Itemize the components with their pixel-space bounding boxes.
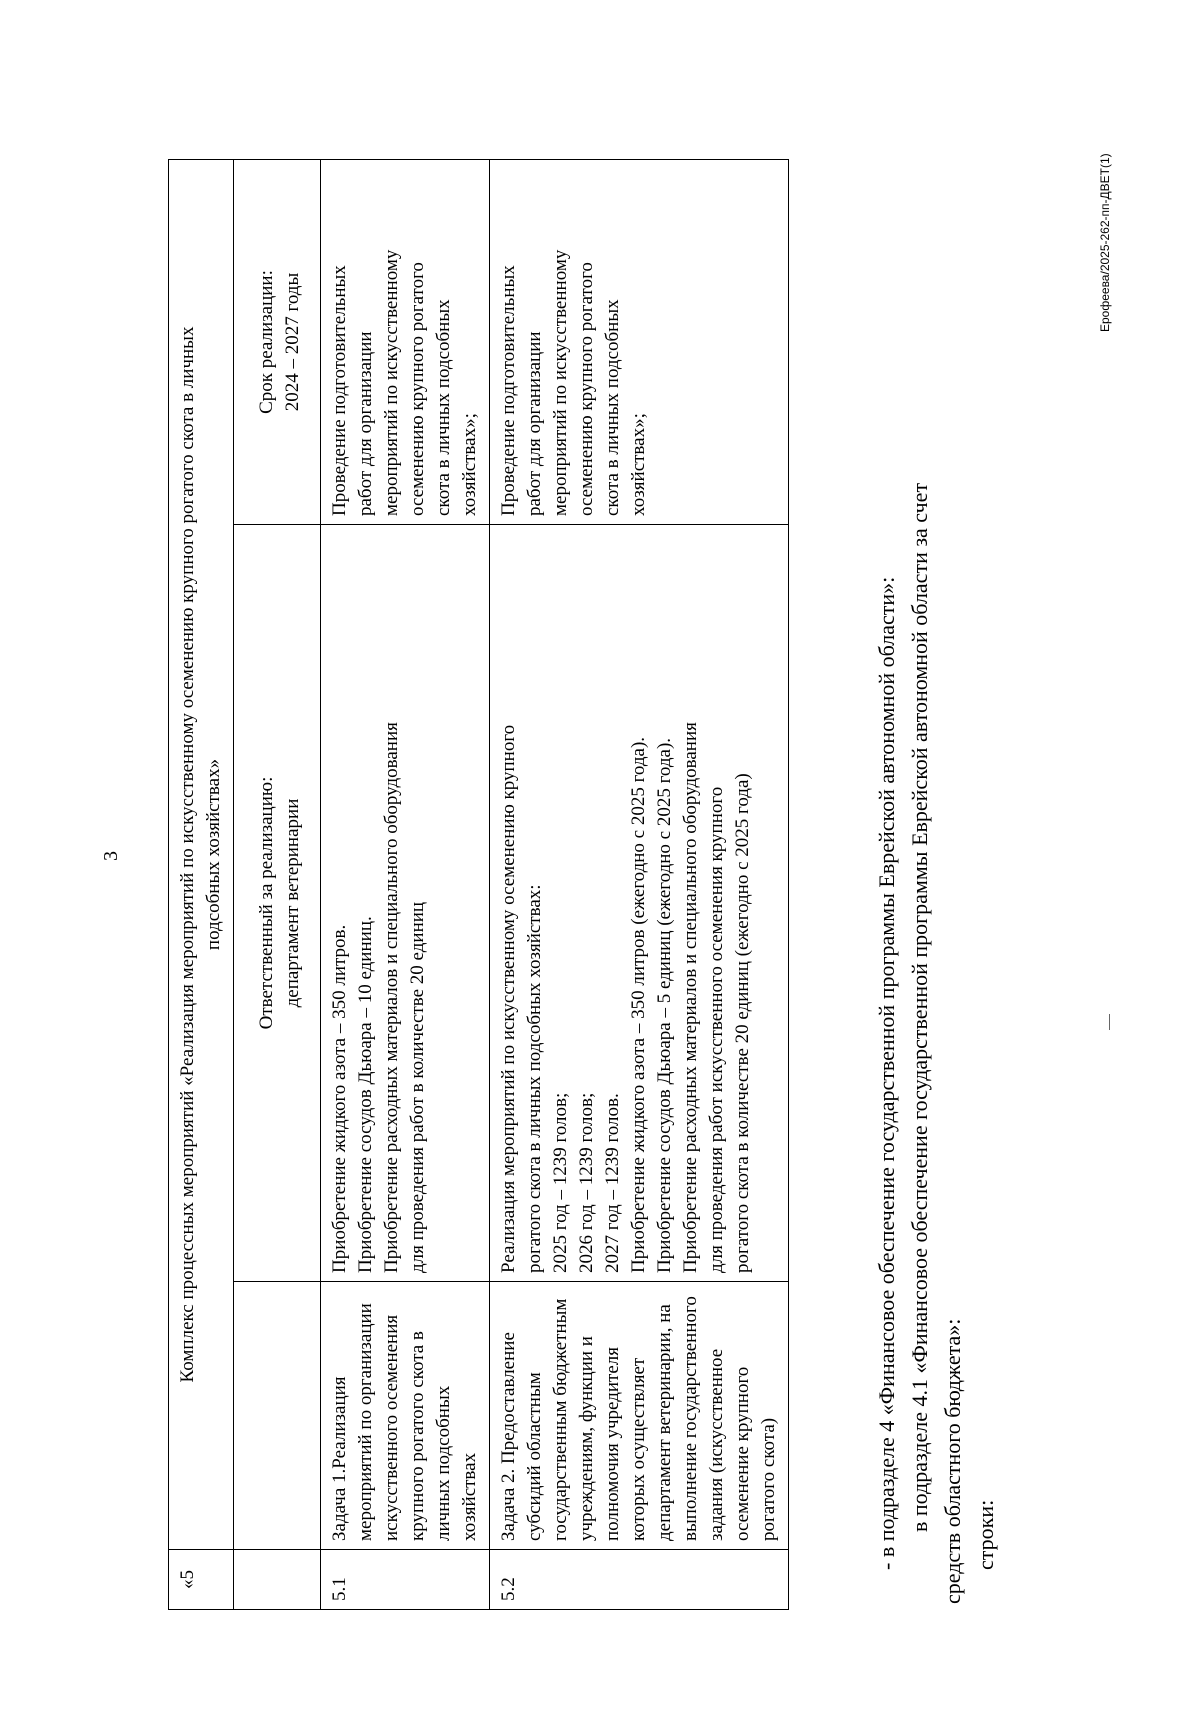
effect-line: Проведение подготовительных — [498, 265, 519, 516]
result-line: для проведения работ в количестве 20 единиц — [407, 901, 428, 1273]
task-line: хозяйствах — [459, 1452, 480, 1541]
result-line: 2027 год – 1239 голов. — [602, 1093, 623, 1273]
task-line: мероприятий по организации — [355, 1303, 376, 1541]
row-number: 5.1 — [321, 1550, 490, 1610]
effect-line: осеменению крупного рогатого — [407, 262, 428, 516]
row-number: 5.2 — [490, 1550, 789, 1610]
result-line: Приобретение расходных материалов и специального оборудования — [381, 722, 402, 1273]
result-line: 2025 год – 1239 голов; — [550, 1092, 571, 1273]
period-value: 2024 – 2027 годы — [282, 272, 303, 412]
effect-line: хозяйствах»; — [459, 413, 480, 516]
table-row — [321, 160, 490, 1610]
result-line: Приобретение жидкого азота – 350 литров. — [329, 924, 350, 1273]
effect-line: мероприятий по искусственному — [381, 249, 402, 516]
task-line: личных подсобных — [433, 1385, 454, 1541]
section-title — [169, 160, 234, 1550]
effect-line: работ для организации — [524, 331, 545, 516]
task-line: задания (искусственное — [706, 1348, 727, 1541]
section-number: «5 — [169, 1550, 234, 1610]
result-line: Приобретение жидкого азота – 350 литров (ежегодно с 2025 года). — [628, 736, 649, 1273]
result-line: для проведения работ искусственного осеменения крупного — [706, 786, 727, 1273]
task-cell — [321, 1282, 490, 1550]
effect-line: хозяйствах»; — [628, 413, 649, 516]
effect-line: скота в личных подсобных — [602, 299, 623, 516]
effect-line: осеменению крупного рогатого — [576, 262, 597, 516]
page-number: 3 — [100, 851, 122, 861]
effect-cell — [490, 160, 789, 525]
result-line: Приобретение сосудов Дьюара – 10 единиц. — [355, 916, 376, 1273]
amendment-line: средств областного бюджета»: — [940, 1318, 965, 1604]
result-line: Реализация мероприятий по искусственному осеменению крупного — [498, 724, 519, 1273]
task-line: крупного рогатого скота в — [407, 1331, 428, 1541]
task-line: учреждениям, функции и — [576, 1336, 597, 1541]
task-line: Задача 1.Реализация — [329, 1376, 350, 1541]
responsible-value: департамент ветеринарии — [282, 798, 303, 1008]
section-title-line: Комплекс процессных мероприятий «Реализация мероприятий по искусственному осеменению крупного рогатого скота в личных — [177, 326, 198, 1383]
task-line: департамент ветеринарии, на — [654, 1304, 675, 1541]
effect-line: мероприятий по искусственному — [550, 249, 571, 516]
dash-mark — [1109, 1014, 1110, 1030]
result-line: Приобретение расходных материалов и специального оборудования — [680, 722, 701, 1273]
document-code: Ерофеева/2025-262-пп-ДВЕТ(1) — [1098, 153, 1112, 332]
section-title-line: подсобных хозяйствах» — [203, 758, 224, 951]
amendment-line: в подразделе 4.1 «Финансовое обеспечение государственной программы Еврейской автономной области за счет — [907, 482, 932, 1532]
period-label: Срок реализации: — [256, 270, 277, 414]
effect-line: работ для организации — [355, 331, 376, 516]
task-line: субсидий областным — [524, 1372, 545, 1541]
result-line: рогатого скота в личных подсобных хозяйствах: — [524, 884, 545, 1273]
empty-cell — [234, 1282, 321, 1550]
task-cell — [490, 1282, 789, 1550]
section-meta-row — [234, 160, 321, 1610]
task-line: Задача 2. Предоставление — [498, 1332, 519, 1541]
effect-cell — [321, 160, 490, 525]
responsible-label: Ответственный за реализацию: — [256, 776, 277, 1030]
task-line: искусственного осеменения — [381, 1314, 402, 1541]
task-line: выполнение государственного — [680, 1296, 701, 1541]
results-cell — [321, 525, 490, 1282]
task-line: осеменение крупного — [732, 1366, 753, 1541]
task-line: государственным бюджетным — [550, 1298, 571, 1541]
responsible-cell — [234, 525, 321, 1282]
empty-cell — [234, 1550, 321, 1610]
effect-line: скота в личных подсобных — [433, 299, 454, 516]
amendment-text — [870, 154, 1002, 1604]
results-cell — [490, 525, 789, 1282]
result-line: 2026 год – 1239 голов; — [576, 1092, 597, 1273]
amendment-line: - в подразделе 4 «Финансовое обеспечение государственной программы Еврейской автономной области»: — [874, 576, 899, 1570]
table-row — [490, 160, 789, 1610]
section-header-row — [169, 160, 234, 1610]
result-line: Приобретение сосудов Дьюара – 5 единиц (ежегодно с 2025 года). — [654, 737, 675, 1273]
measures-table — [168, 159, 789, 1610]
task-line: рогатого скота) — [758, 1417, 779, 1541]
task-line: которых осуществляет — [628, 1357, 649, 1541]
effect-line: Проведение подготовительных — [329, 265, 350, 516]
task-line: полномочия учредителя — [602, 1347, 623, 1541]
amendment-line: строки: — [973, 1499, 998, 1570]
period-cell — [234, 160, 321, 525]
result-line: рогатого скота в количестве 20 единиц (ежегодно с 2025 года) — [732, 773, 753, 1273]
